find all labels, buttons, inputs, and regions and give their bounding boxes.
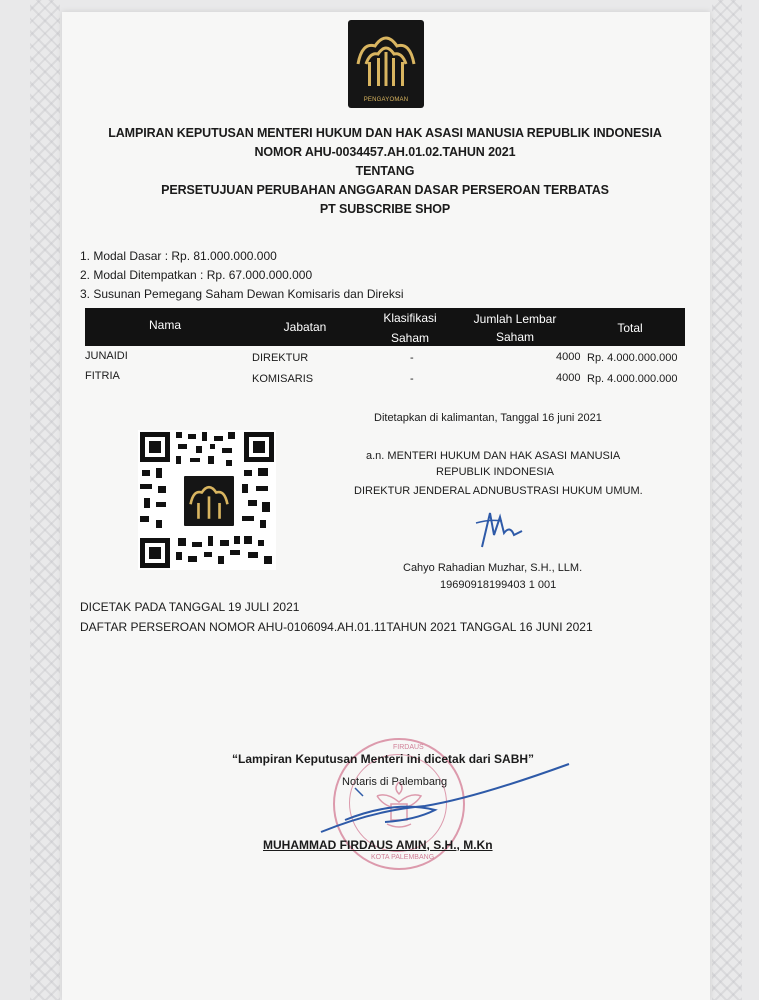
- page-border-right: [712, 0, 742, 1000]
- place-date: Ditetapkan di kalimantan, Tanggal 16 juni 2021: [374, 412, 602, 424]
- row-jumlah: 4000: [556, 351, 581, 363]
- header-jumlah: [455, 312, 575, 344]
- row-nama: JUNAIDI: [85, 350, 128, 362]
- modal-ditempatkan: 2. Modal Ditempatkan : Rp. 67.000.000.000: [80, 268, 313, 282]
- row-nama: FITRIA: [85, 370, 120, 382]
- header-klasifikasi-line1: Klasifikasi: [383, 311, 437, 325]
- qr-code: [138, 430, 276, 570]
- qr-center-emblem: [182, 474, 236, 528]
- row-total: Rp. 4.000.000.000: [587, 352, 678, 364]
- official-signature-icon: [470, 505, 540, 555]
- official-name: Cahyo Rahadian Muzhar, S.H., LLM.: [403, 562, 583, 574]
- logo-caption: PENGAYOMAN: [363, 97, 409, 103]
- header-jumlah-line1: Jumlah Lembar: [473, 312, 557, 326]
- row-klasifikasi: -: [410, 373, 414, 385]
- header-klasifikasi-line2: Saham: [390, 331, 430, 345]
- row-klasifikasi: -: [410, 352, 414, 364]
- on-behalf-line1: a.n. MENTERI HUKUM DAN HAK ASASI MANUSIA: [366, 450, 621, 462]
- official-nip: 19690918199403 1 001: [440, 579, 557, 591]
- decree-about: TENTANG: [355, 164, 415, 178]
- decree-title-line1: LAMPIRAN KEPUTUSAN MENTERI HUKUM DAN HAK ASASI MANUSIA REPUBLIK INDONESIA: [108, 126, 662, 140]
- pengayoman-logo: [348, 20, 424, 108]
- stamp-text-top: FIRDAUS: [393, 744, 424, 751]
- row-total: Rp. 4.000.000.000: [587, 373, 678, 385]
- header-klasifikasi: [365, 311, 455, 345]
- notary-location: Notaris di Palembang: [342, 776, 448, 788]
- row-jabatan: KOMISARIS: [252, 373, 314, 385]
- modal-dasar: 1. Modal Dasar : Rp. 81.000.000.000: [80, 249, 277, 263]
- pengayoman-emblem-icon: [348, 24, 424, 94]
- on-behalf-line2: REPUBLIK INDONESIA: [436, 466, 554, 478]
- notary-name: MUHAMMAD FIRDAUS AMIN, S.H., M.Kn: [263, 838, 493, 852]
- page-border-left: [30, 0, 60, 1000]
- header-nama: Nama: [148, 318, 181, 332]
- official-title: DIREKTUR JENDERAL ADNUBUSTRASI HUKUM UMUM.: [354, 485, 643, 497]
- header-total: Total: [617, 321, 643, 335]
- stamp-text-bottom: KOTA PALEMBANG: [371, 854, 435, 861]
- row-jumlah: 4000: [556, 372, 581, 384]
- company-name: PT SUBSCRIBE SHOP: [319, 202, 451, 216]
- header-jabatan: Jabatan: [283, 320, 327, 334]
- notary-signature-icon: [315, 760, 575, 840]
- shareholder-table-header: [85, 308, 685, 346]
- row-jabatan: DIREKTUR: [252, 352, 309, 364]
- decree-number: NOMOR AHU-0034457.AH.01.02.TAHUN 2021: [254, 145, 516, 159]
- pengayoman-emblem-icon: [184, 476, 234, 526]
- notary-quote: “Lampiran Keputusan Menteri ini dicetak dari SABH”: [232, 752, 535, 766]
- registry-number: DAFTAR PERSEROAN NOMOR AHU-0106094.AH.01.11TAHUN 2021 TANGGAL 16 JUNI 2021: [80, 620, 593, 634]
- header-jumlah-line2: Saham: [495, 330, 535, 344]
- printed-date: DICETAK PADA TANGGAL 19 JULI 2021: [80, 600, 300, 614]
- decree-subject: PERSETUJUAN PERUBAHAN ANGGARAN DASAR PERSEROAN TERBATAS: [161, 183, 609, 197]
- susunan-pemegang-saham: 3. Susunan Pemegang Saham Dewan Komisaris dan Direksi: [80, 287, 404, 301]
